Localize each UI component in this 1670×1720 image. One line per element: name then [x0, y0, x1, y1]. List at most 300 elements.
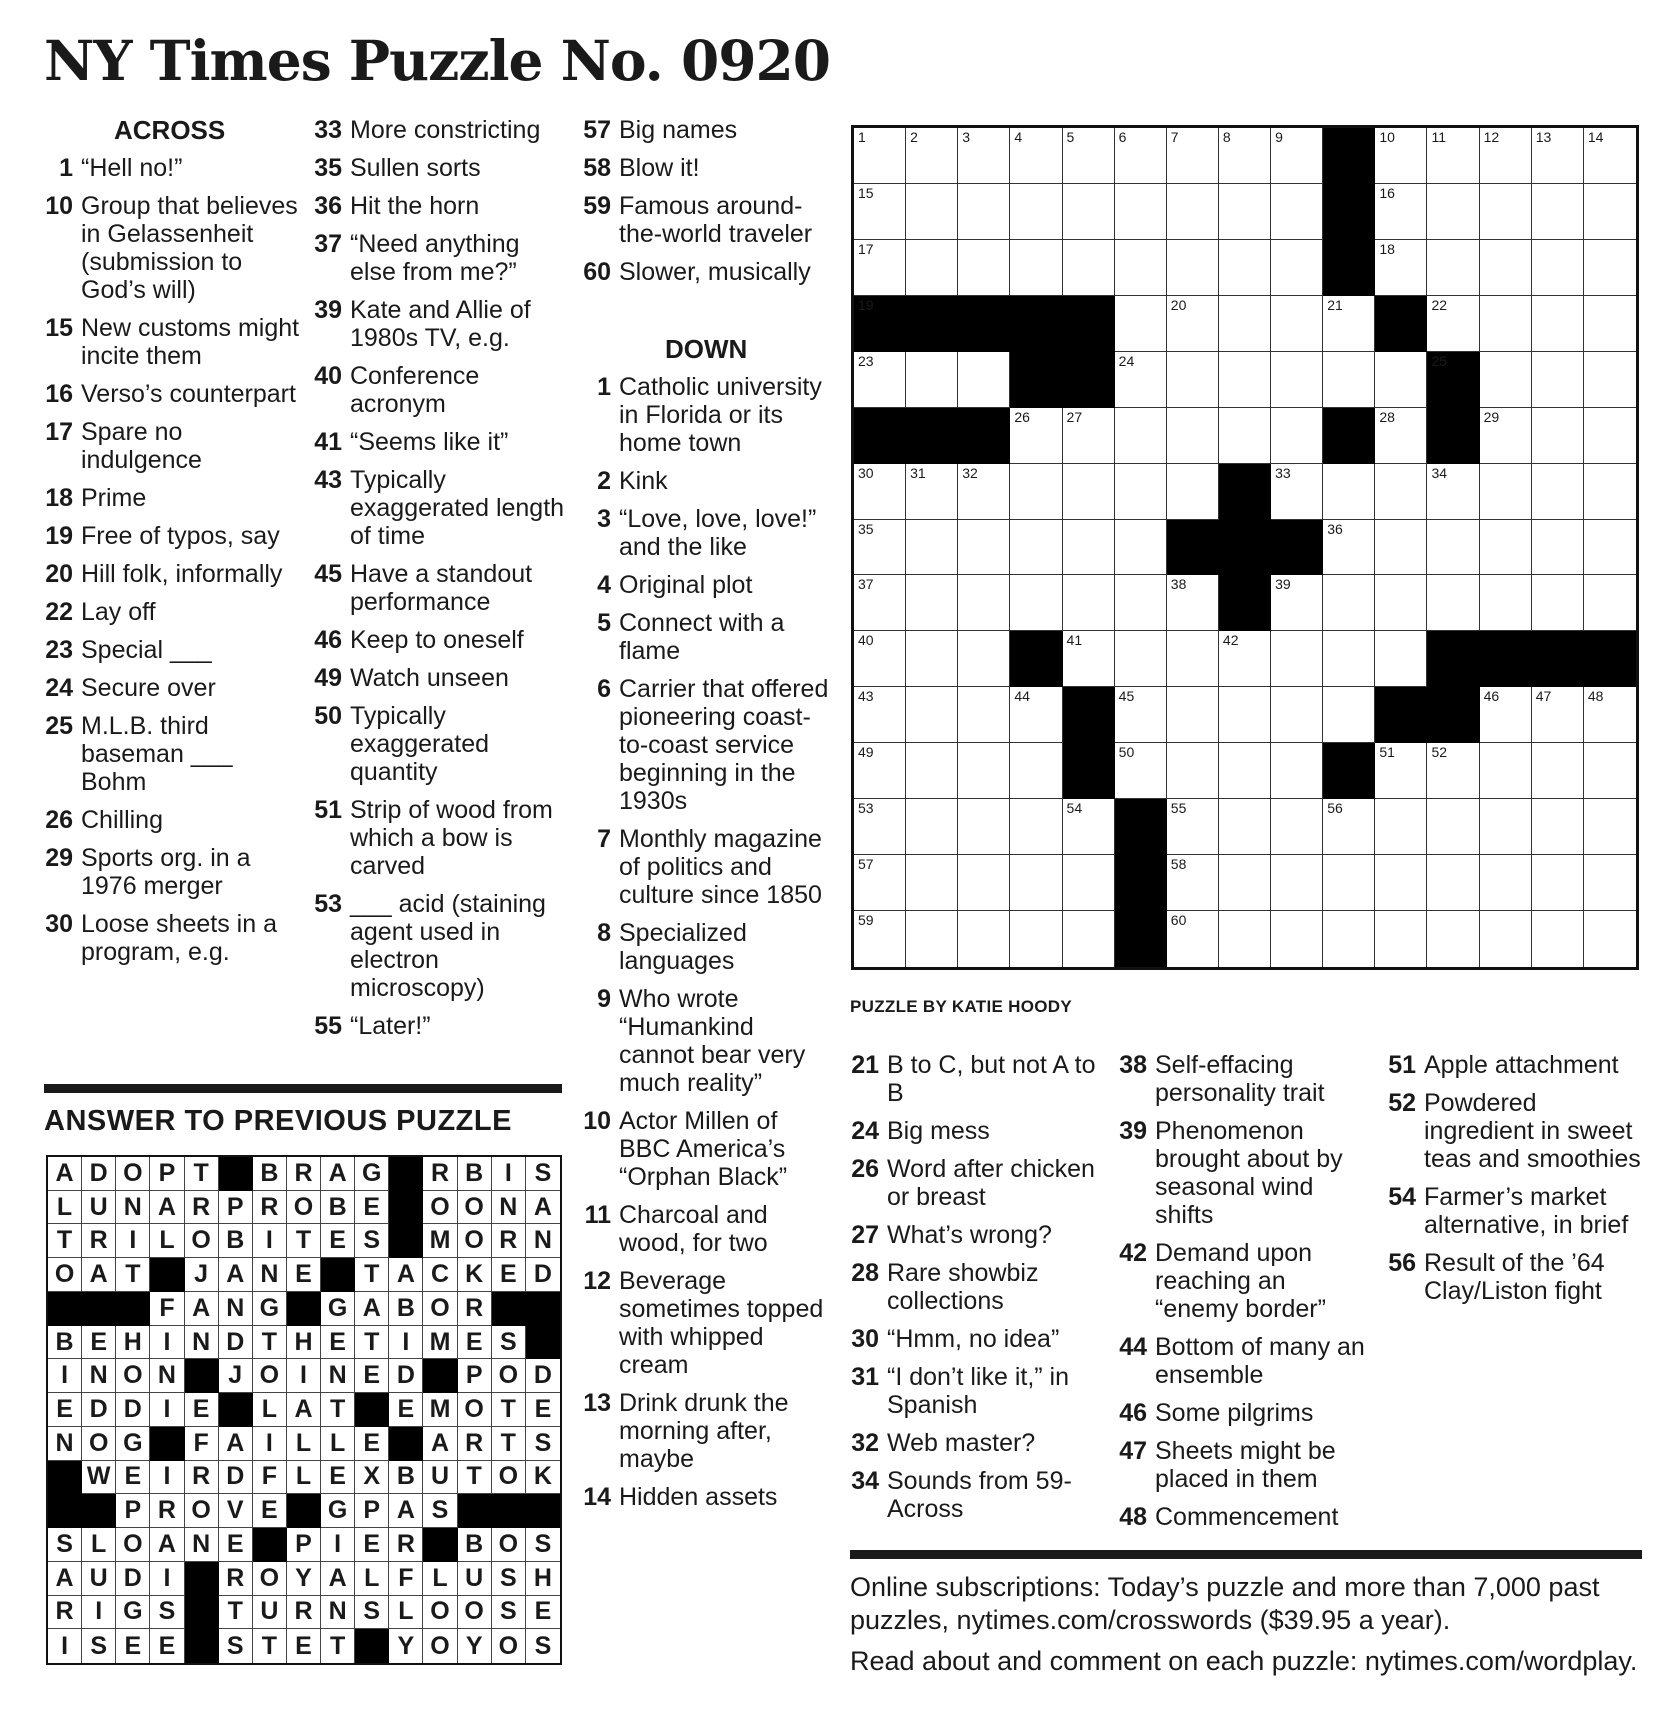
grid-cell[interactable] — [906, 911, 958, 967]
grid-cell[interactable] — [1115, 128, 1167, 184]
grid-cell[interactable] — [1010, 687, 1062, 743]
grid-cell[interactable] — [1532, 911, 1584, 967]
grid-cell[interactable] — [1167, 296, 1219, 352]
grid-cell[interactable] — [906, 855, 958, 911]
grid-cell[interactable] — [1271, 855, 1323, 911]
grid-cell[interactable] — [1480, 743, 1532, 799]
clue-across-col1-16[interactable] — [44, 380, 302, 408]
grid-cell[interactable] — [1323, 799, 1375, 855]
grid-cell[interactable] — [1427, 575, 1479, 631]
grid-cell[interactable] — [906, 352, 958, 408]
clue-across-col3-59[interactable] — [582, 192, 834, 248]
grid-cell[interactable] — [1323, 855, 1375, 911]
grid-cell[interactable] — [1063, 408, 1115, 464]
clue-down-col1-10[interactable] — [582, 1107, 834, 1191]
grid-cell[interactable] — [1584, 855, 1636, 911]
clue-down-col2-28[interactable] — [850, 1259, 1100, 1315]
clue-down-col3-39[interactable] — [1118, 1117, 1368, 1229]
clue-across-col1-29[interactable] — [44, 844, 302, 900]
grid-cell[interactable] — [1219, 296, 1271, 352]
cell-number: 48 — [1587, 688, 1604, 705]
answer-letter-text: E — [397, 1394, 415, 1423]
grid-cell[interactable] — [1063, 631, 1115, 687]
grid-cell[interactable] — [1532, 855, 1584, 911]
grid-cell[interactable] — [1219, 687, 1271, 743]
grid-cell[interactable] — [958, 128, 1010, 184]
answer-letter — [526, 1629, 560, 1663]
answer-letter — [321, 1562, 355, 1596]
grid-cell[interactable] — [1219, 799, 1271, 855]
grid-cell[interactable] — [1427, 799, 1479, 855]
clue-across-col2-43[interactable] — [313, 466, 565, 550]
grid-cell[interactable] — [1375, 128, 1427, 184]
grid-cell[interactable] — [1584, 575, 1636, 631]
grid-cell[interactable] — [958, 743, 1010, 799]
grid-cell[interactable] — [1584, 296, 1636, 352]
grid-cell[interactable] — [1010, 240, 1062, 296]
clue-across-col2-40[interactable] — [313, 362, 565, 418]
answer-letter-text: X — [363, 1462, 381, 1491]
grid-cell[interactable] — [1063, 184, 1115, 240]
grid-cell[interactable] — [1010, 184, 1062, 240]
answer-letter — [526, 1528, 560, 1562]
clue-across-col2-51[interactable] — [313, 796, 565, 880]
grid-cell[interactable] — [1271, 799, 1323, 855]
grid-cell[interactable] — [1010, 464, 1062, 520]
clue-across-col3-57[interactable] — [582, 116, 834, 144]
clue-number: 14 — [583, 1483, 611, 1511]
clue-across-col2-35[interactable] — [313, 154, 565, 182]
answer-letter-text: G — [259, 1293, 280, 1322]
clue-down-col4-54[interactable] — [1387, 1183, 1647, 1239]
grid-cell[interactable] — [1115, 520, 1167, 576]
grid-cell[interactable] — [1375, 799, 1427, 855]
grid-cell[interactable] — [1427, 743, 1479, 799]
grid-cell[interactable] — [1532, 184, 1584, 240]
grid-cell[interactable] — [854, 855, 906, 911]
grid-cell[interactable] — [1271, 128, 1323, 184]
clue-number: 58 — [583, 154, 611, 182]
clue-down-col3-48[interactable] — [1118, 1503, 1368, 1531]
clue-down-col1-3[interactable] — [582, 505, 834, 561]
answer-letter — [287, 1258, 321, 1292]
grid-cell[interactable] — [854, 128, 906, 184]
clue-across-col1-24[interactable] — [44, 674, 302, 702]
answer-black-square — [253, 1528, 287, 1562]
grid-cell[interactable] — [1532, 464, 1584, 520]
grid-cell[interactable] — [1584, 687, 1636, 743]
grid-cell[interactable] — [1271, 687, 1323, 743]
clue-down-col2-21[interactable] — [850, 1051, 1100, 1107]
grid-cell[interactable] — [1010, 743, 1062, 799]
clue-text: Apple attachment — [1424, 1051, 1619, 1079]
grid-cell[interactable] — [1115, 687, 1167, 743]
clue-across-col2-53[interactable] — [313, 890, 565, 1002]
grid-cell[interactable] — [1584, 743, 1636, 799]
grid-cell[interactable] — [1427, 464, 1479, 520]
clue-across-col1-18[interactable] — [44, 484, 302, 512]
clue-number: 26 — [851, 1155, 879, 1183]
grid-cell[interactable] — [1375, 184, 1427, 240]
grid-cell[interactable] — [1532, 352, 1584, 408]
grid-cell[interactable] — [958, 687, 1010, 743]
grid-cell[interactable] — [1532, 799, 1584, 855]
clue-across-col1-25[interactable] — [44, 712, 302, 796]
grid-cell[interactable] — [1219, 240, 1271, 296]
grid-cell[interactable] — [1323, 464, 1375, 520]
grid-cell[interactable] — [1323, 631, 1375, 687]
clue-down-col1-11[interactable] — [582, 1201, 834, 1257]
grid-cell[interactable] — [1323, 575, 1375, 631]
grid-cell[interactable] — [1375, 240, 1427, 296]
grid-cell[interactable] — [854, 687, 906, 743]
answer-letter-text: I — [300, 1361, 307, 1390]
grid-cell[interactable] — [958, 855, 1010, 911]
grid-cell[interactable] — [1063, 911, 1115, 967]
grid-cell[interactable] — [906, 128, 958, 184]
grid-cell[interactable] — [1167, 575, 1219, 631]
clue-text: Blow it! — [619, 154, 700, 182]
grid-cell[interactable] — [854, 240, 906, 296]
clue-down-col1-4[interactable] — [582, 571, 834, 599]
answer-letter — [423, 1393, 457, 1427]
clue-across-col2-45[interactable] — [313, 560, 565, 616]
grid-cell[interactable] — [1115, 464, 1167, 520]
clue-down-col1-2[interactable] — [582, 467, 834, 495]
grid-cell[interactable] — [1323, 687, 1375, 743]
grid-cell[interactable] — [1010, 855, 1062, 911]
grid-cell[interactable] — [1427, 184, 1479, 240]
clue-down-col3-46[interactable] — [1118, 1399, 1368, 1427]
grid-cell[interactable] — [1480, 128, 1532, 184]
clue-across-col2-39[interactable] — [313, 296, 565, 352]
grid-cell[interactable] — [1115, 184, 1167, 240]
answer-letter — [458, 1461, 492, 1495]
grid-cell[interactable] — [958, 911, 1010, 967]
clue-down-col1-9[interactable] — [582, 985, 834, 1097]
answer-black-square — [389, 1191, 423, 1225]
grid-cell[interactable] — [1532, 520, 1584, 576]
grid-cell[interactable] — [854, 352, 906, 408]
grid-cell[interactable] — [1115, 352, 1167, 408]
grid-cell[interactable] — [1532, 296, 1584, 352]
grid-cell[interactable] — [906, 743, 958, 799]
grid-cell[interactable] — [1010, 911, 1062, 967]
grid-cell[interactable] — [1219, 408, 1271, 464]
grid-cell[interactable] — [1167, 352, 1219, 408]
clue-down-col2-31[interactable] — [850, 1363, 1100, 1419]
answer-letter — [321, 1359, 355, 1393]
clue-down-col1-6[interactable] — [582, 675, 834, 815]
grid-cell[interactable] — [1063, 128, 1115, 184]
grid-cell[interactable] — [1167, 743, 1219, 799]
answer-letter-text: R — [396, 1529, 415, 1558]
grid-cell[interactable] — [1167, 184, 1219, 240]
clue-down-col1-13[interactable] — [582, 1389, 834, 1473]
grid-cell[interactable] — [1063, 240, 1115, 296]
grid-cell[interactable] — [1271, 911, 1323, 967]
grid-cell[interactable] — [1584, 464, 1636, 520]
grid-cell[interactable] — [1375, 464, 1427, 520]
clue-across-col1-10[interactable] — [44, 192, 302, 304]
grid-cell[interactable] — [1480, 855, 1532, 911]
cell-number: 15 — [858, 184, 874, 201]
grid-cell[interactable] — [1219, 184, 1271, 240]
grid-cell[interactable] — [1063, 520, 1115, 576]
grid-cell[interactable] — [1427, 296, 1479, 352]
grid-cell[interactable] — [1480, 296, 1532, 352]
clue-down-col2-27[interactable] — [850, 1221, 1100, 1249]
grid-cell[interactable] — [1323, 520, 1375, 576]
grid-cell[interactable] — [854, 520, 906, 576]
grid-cell[interactable] — [1584, 128, 1636, 184]
clue-down-col2-24[interactable] — [850, 1117, 1100, 1145]
grid-cell[interactable] — [958, 799, 1010, 855]
crossword-grid[interactable] — [851, 125, 1639, 970]
grid-cell[interactable] — [1271, 240, 1323, 296]
clue-down-col1-14[interactable] — [582, 1483, 834, 1511]
clue-down-col1-12[interactable] — [582, 1267, 834, 1379]
clue-across-col1-23[interactable] — [44, 636, 302, 664]
clue-across-col1-17[interactable] — [44, 418, 302, 474]
clue-across-col2-55[interactable] — [313, 1012, 565, 1040]
clue-down-col3-47[interactable] — [1118, 1437, 1368, 1493]
grid-cell[interactable] — [1167, 687, 1219, 743]
answer-letter-text: B — [328, 1192, 347, 1221]
clue-across-col1-19[interactable] — [44, 522, 302, 550]
grid-cell[interactable] — [1532, 408, 1584, 464]
answer-letter-text: P — [124, 1496, 142, 1525]
grid-cell[interactable] — [1271, 631, 1323, 687]
grid-cell[interactable] — [958, 631, 1010, 687]
grid-cell[interactable] — [1115, 631, 1167, 687]
grid-cell[interactable] — [1427, 128, 1479, 184]
grid-cell[interactable] — [1323, 911, 1375, 967]
grid-cell[interactable] — [958, 184, 1010, 240]
clue-down-col1-8[interactable] — [582, 919, 834, 975]
grid-cell[interactable] — [1219, 743, 1271, 799]
grid-cell[interactable] — [1480, 520, 1532, 576]
grid-cell[interactable] — [906, 184, 958, 240]
clue-down-col2-32[interactable] — [850, 1429, 1100, 1457]
clue-down-col1-1[interactable] — [582, 373, 834, 457]
answer-letter-text: A — [55, 1158, 74, 1187]
clue-down-col4-51[interactable] — [1387, 1051, 1647, 1079]
grid-cell[interactable] — [1584, 240, 1636, 296]
cell-number: 43 — [858, 688, 874, 705]
grid-cell[interactable] — [1427, 911, 1479, 967]
grid-cell[interactable] — [1480, 464, 1532, 520]
clue-down-col2-30[interactable] — [850, 1325, 1100, 1353]
grid-cell[interactable] — [1219, 352, 1271, 408]
answer-letter — [287, 1427, 321, 1461]
answer-letter-text: H — [123, 1327, 142, 1356]
grid-cell[interactable] — [1271, 184, 1323, 240]
grid-cell[interactable] — [854, 911, 906, 967]
grid-cell[interactable] — [906, 464, 958, 520]
answer-letter — [423, 1562, 457, 1596]
footer-wordplay: Read about and comment on each puzzle: nytimes.com/wordplay. — [850, 1646, 1638, 1676]
clue-across-col1-20[interactable] — [44, 560, 302, 588]
grid-cell[interactable] — [1375, 520, 1427, 576]
grid-cell[interactable] — [1271, 352, 1323, 408]
grid-cell[interactable] — [1480, 352, 1532, 408]
clue-across-col2-49[interactable] — [313, 664, 565, 692]
grid-cell[interactable] — [1219, 855, 1271, 911]
answer-letter — [423, 1326, 457, 1360]
grid-cell[interactable] — [1115, 240, 1167, 296]
clue-across-col2-33[interactable] — [313, 116, 565, 144]
answer-letter — [253, 1224, 287, 1258]
clue-across-col1-15[interactable] — [44, 314, 302, 370]
grid-cell[interactable] — [1167, 855, 1219, 911]
grid-cell[interactable] — [1219, 128, 1271, 184]
grid-cell[interactable] — [958, 575, 1010, 631]
clue-number: 44 — [1119, 1333, 1147, 1361]
grid-cell[interactable] — [854, 184, 906, 240]
grid-cell[interactable] — [1584, 799, 1636, 855]
grid-cell[interactable] — [1532, 575, 1584, 631]
answer-letter — [116, 1359, 150, 1393]
clue-across-col2-41[interactable] — [313, 428, 565, 456]
grid-cell[interactable] — [1271, 296, 1323, 352]
grid-cell[interactable] — [1480, 911, 1532, 967]
grid-cell[interactable] — [1375, 743, 1427, 799]
grid-cell[interactable] — [1584, 408, 1636, 464]
grid-cell[interactable] — [1532, 743, 1584, 799]
grid-cell[interactable] — [1115, 296, 1167, 352]
clue-across-col1-22[interactable] — [44, 598, 302, 626]
grid-cell[interactable] — [854, 743, 906, 799]
answer-black-square — [492, 1494, 526, 1528]
clue-across-col2-50[interactable] — [313, 702, 565, 786]
clue-across-col3-58[interactable] — [582, 154, 834, 182]
clue-across-col1-26[interactable] — [44, 806, 302, 834]
grid-cell[interactable] — [1375, 352, 1427, 408]
clue-across-col1-30[interactable] — [44, 910, 302, 966]
grid-cell[interactable] — [1480, 184, 1532, 240]
grid-cell[interactable] — [1271, 575, 1323, 631]
clue-number: 4 — [597, 571, 611, 599]
grid-cell[interactable] — [1219, 631, 1271, 687]
clue-down-col2-34[interactable] — [850, 1467, 1100, 1523]
grid-cell[interactable] — [958, 352, 1010, 408]
grid-cell[interactable] — [1010, 408, 1062, 464]
grid-cell[interactable] — [1532, 240, 1584, 296]
grid-cell[interactable] — [1271, 743, 1323, 799]
grid-cell[interactable] — [958, 240, 1010, 296]
grid-cell[interactable] — [958, 520, 1010, 576]
grid-cell[interactable] — [1323, 296, 1375, 352]
grid-cell[interactable] — [1167, 631, 1219, 687]
grid-cell[interactable] — [1480, 240, 1532, 296]
grid-cell[interactable] — [906, 520, 958, 576]
grid-cell[interactable] — [1480, 687, 1532, 743]
grid-cell[interactable] — [1375, 631, 1427, 687]
grid-cell[interactable] — [854, 464, 906, 520]
clue-down-col2-26[interactable] — [850, 1155, 1100, 1211]
clue-down-col4-56[interactable] — [1387, 1249, 1647, 1305]
grid-cell[interactable] — [1063, 855, 1115, 911]
clue-down-col4-52[interactable] — [1387, 1089, 1647, 1173]
grid-cell[interactable] — [1271, 408, 1323, 464]
grid-cell[interactable] — [1010, 128, 1062, 184]
grid-cell[interactable] — [1167, 911, 1219, 967]
grid-cell[interactable] — [1063, 464, 1115, 520]
grid-cell[interactable] — [906, 575, 958, 631]
clue-across-col2-37[interactable] — [313, 230, 565, 286]
clue-down-col3-38[interactable] — [1118, 1051, 1368, 1107]
clue-down-col1-5[interactable] — [582, 609, 834, 665]
clue-down-col3-42[interactable] — [1118, 1239, 1368, 1323]
clue-across-col2-46[interactable] — [313, 626, 565, 654]
clue-across-col2-36[interactable] — [313, 192, 565, 220]
grid-cell[interactable] — [854, 631, 906, 687]
grid-cell[interactable] — [1219, 911, 1271, 967]
grid-cell[interactable] — [1063, 799, 1115, 855]
answer-letter-text: S — [499, 1563, 517, 1592]
answer-letter-text: T — [56, 1226, 73, 1255]
grid-cell[interactable] — [1480, 575, 1532, 631]
grid-cell[interactable] — [1115, 408, 1167, 464]
answer-letter — [219, 1258, 253, 1292]
grid-cell[interactable] — [1532, 128, 1584, 184]
grid-cell[interactable] — [1063, 575, 1115, 631]
grid-cell[interactable] — [1480, 408, 1532, 464]
grid-cell[interactable] — [1532, 687, 1584, 743]
clue-number: 2 — [597, 467, 611, 495]
grid-cell[interactable] — [1167, 128, 1219, 184]
clue-down-col1-7[interactable] — [582, 825, 834, 909]
answer-letter — [389, 1461, 423, 1495]
grid-cell[interactable] — [1167, 799, 1219, 855]
grid-cell[interactable] — [1167, 240, 1219, 296]
grid-cell[interactable] — [1010, 520, 1062, 576]
grid-cell[interactable] — [1167, 464, 1219, 520]
grid-cell[interactable] — [854, 575, 906, 631]
grid-cell[interactable] — [1167, 408, 1219, 464]
grid-cell[interactable] — [854, 799, 906, 855]
grid-cell[interactable] — [906, 631, 958, 687]
grid-cell[interactable] — [1584, 184, 1636, 240]
clue-across-col1-1[interactable] — [44, 154, 302, 182]
grid-cell[interactable] — [1375, 575, 1427, 631]
grid-cell[interactable] — [1375, 911, 1427, 967]
grid-cell[interactable] — [1375, 408, 1427, 464]
grid-cell[interactable] — [1480, 799, 1532, 855]
grid-cell[interactable] — [1010, 799, 1062, 855]
grid-cell[interactable] — [906, 799, 958, 855]
grid-cell[interactable] — [1427, 520, 1479, 576]
clue-across-col3-60[interactable] — [582, 258, 834, 286]
grid-cell[interactable] — [1375, 855, 1427, 911]
grid-cell[interactable] — [906, 240, 958, 296]
grid-cell[interactable] — [1584, 520, 1636, 576]
grid-cell[interactable] — [1115, 743, 1167, 799]
grid-cell[interactable] — [1584, 911, 1636, 967]
black-square — [1063, 296, 1115, 352]
grid-cell[interactable] — [1427, 240, 1479, 296]
grid-cell[interactable] — [1427, 855, 1479, 911]
grid-cell[interactable] — [958, 464, 1010, 520]
grid-cell[interactable] — [1271, 464, 1323, 520]
grid-cell[interactable] — [1010, 575, 1062, 631]
grid-cell[interactable] — [1323, 352, 1375, 408]
grid-cell[interactable] — [1584, 352, 1636, 408]
grid-cell[interactable] — [906, 687, 958, 743]
grid-cell[interactable] — [1115, 575, 1167, 631]
clue-down-col3-44[interactable] — [1118, 1333, 1368, 1389]
